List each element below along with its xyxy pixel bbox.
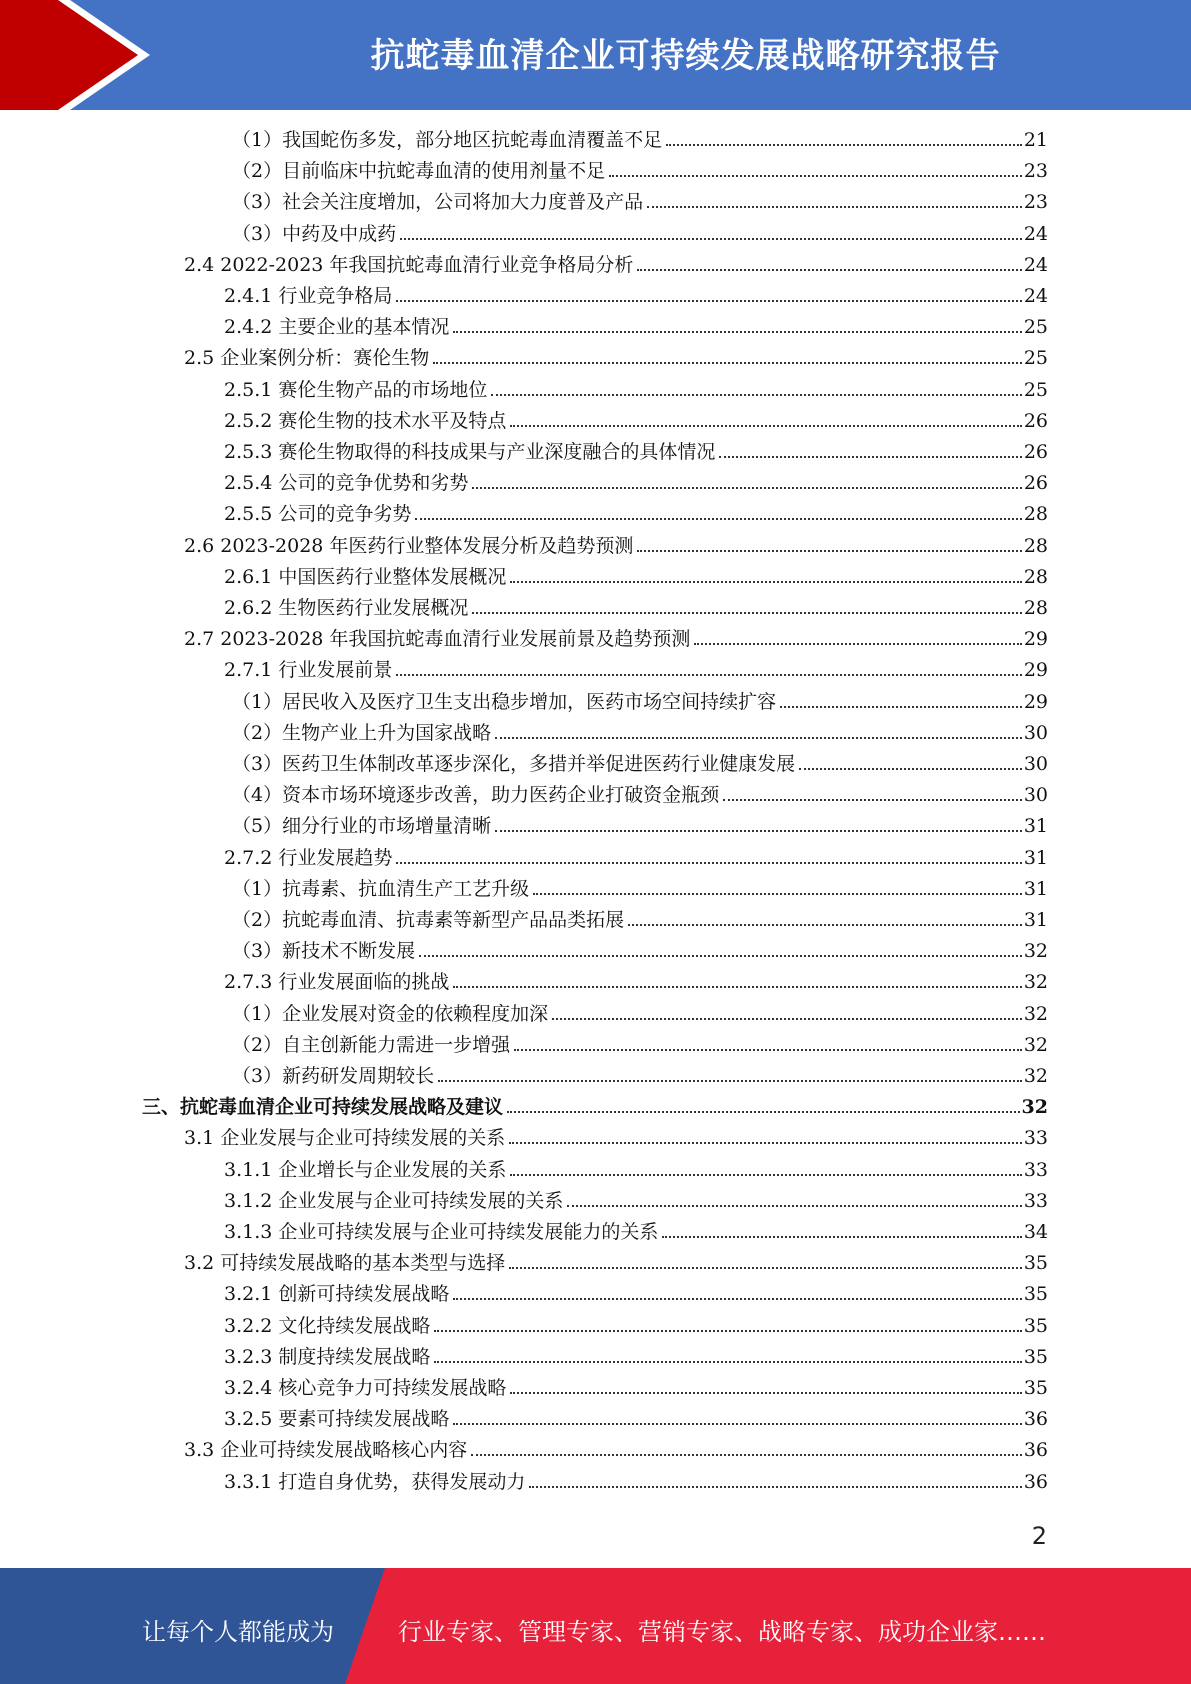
toc-entry-page: 25	[1023, 378, 1048, 401]
toc-leader-dots	[433, 362, 1022, 364]
toc-entry[interactable]	[232, 713, 1048, 744]
toc-leader-dots	[510, 1392, 1021, 1394]
toc-entry-label: 2.5.1 赛伦生物产品的市场地位	[224, 378, 488, 401]
toc-entry[interactable]	[184, 338, 1048, 369]
toc-leader-dots	[510, 425, 1021, 427]
toc-entry-page: 36	[1023, 1470, 1048, 1493]
toc-entry-label: （1）我国蛇伤多发，部分地区抗蛇毒血清覆盖不足	[232, 129, 663, 151]
toc-entry-label: 2.7.1 行业发展前景	[224, 659, 393, 682]
toc-entry[interactable]	[232, 931, 1048, 962]
footer-slogan: 让每个人都能成为	[142, 1618, 334, 1646]
toc-leader-dots	[434, 1330, 1021, 1332]
toc-entry-page: 28	[1023, 503, 1048, 526]
toc-entry-label: 3.1.1 企业增长与企业发展的关系	[224, 1158, 507, 1181]
toc-entry-page: 28	[1023, 565, 1048, 588]
toc-entry-label: 2.4.2 主要企业的基本情况	[224, 316, 450, 339]
toc-entry-label: 三、抗蛇毒血清企业可持续发展战略及建议	[142, 1096, 504, 1119]
toc-entry[interactable]	[232, 869, 1048, 900]
toc-entry[interactable]	[224, 1337, 1048, 1368]
toc-entry-page: 24	[1023, 222, 1048, 245]
toc-entry-label: 2.6.1 中国医药行业整体发展概况	[224, 565, 507, 588]
toc-entry[interactable]	[224, 1462, 1048, 1493]
toc-entry-label: （1）抗毒素、抗血清生产工艺升级	[232, 877, 530, 900]
toc-entry-label: 2.5.4 公司的竞争优势和劣势	[224, 472, 469, 495]
toc-entry[interactable]	[232, 1025, 1048, 1056]
toc-entry-page: 31	[1023, 909, 1048, 931]
toc-leader-dots	[567, 1205, 1021, 1207]
toc-leader-dots	[396, 674, 1021, 676]
toc-leader-dots	[552, 1018, 1022, 1020]
toc-entry[interactable]	[184, 1118, 1048, 1149]
toc-leader-dots	[419, 955, 1022, 957]
toc-entry-page: 30	[1023, 753, 1048, 775]
toc-entry-label: （5）细分行业的市场增量清晰	[232, 815, 492, 838]
toc-entry[interactable]	[224, 1150, 1048, 1181]
toc-entry-page: 30	[1023, 784, 1048, 807]
toc-entry-page: 25	[1023, 316, 1048, 339]
toc-leader-dots	[510, 1174, 1021, 1176]
toc-entry-page: 29	[1023, 690, 1048, 713]
toc-entry-page: 35	[1023, 1377, 1048, 1399]
toc-leader-dots	[495, 830, 1022, 832]
toc-entry-label: （2）自主创新能力需进一步增强	[232, 1033, 511, 1056]
toc-leader-dots	[510, 581, 1021, 583]
toc-entry[interactable]	[232, 900, 1048, 931]
toc-entry-page: 25	[1023, 347, 1048, 370]
toc-entry-label: （2）生物产业上升为国家战略	[232, 721, 492, 744]
toc-entry-label: （3）医药卫生体制改革逐步深化，多措并举促进医药行业健康发展	[232, 753, 796, 775]
toc-leader-dots	[472, 487, 1021, 489]
toc-leader-dots	[495, 737, 1022, 739]
toc-leader-dots	[453, 986, 1021, 988]
toc-entry[interactable]	[184, 1430, 1048, 1461]
toc-entry[interactable]	[184, 526, 1048, 557]
toc-entry-page: 23	[1023, 191, 1048, 214]
toc-entry[interactable]	[224, 494, 1048, 525]
toc-entry[interactable]	[232, 682, 1048, 713]
toc-entry[interactable]	[232, 806, 1048, 837]
toc-leader-dots	[723, 799, 1022, 801]
toc-entry-label: 2.4 2022-2023 年我国抗蛇毒血清行业竞争格局分析	[184, 253, 634, 276]
toc-entry-page: 36	[1023, 1439, 1048, 1462]
toc-entry[interactable]	[184, 245, 1048, 276]
toc-leader-dots	[529, 1486, 1021, 1488]
toc-entry-page: 33	[1023, 1189, 1048, 1212]
toc-entry[interactable]	[224, 1399, 1048, 1430]
toc-entry-page: 32	[1023, 971, 1048, 994]
toc-entry-label: 3.2.4 核心竞争力可持续发展战略	[224, 1377, 507, 1399]
toc-entry[interactable]	[232, 994, 1048, 1025]
toc-entry-page: 23	[1023, 160, 1048, 183]
toc-entry-label: （3）新技术不断发展	[232, 940, 416, 963]
toc-entry-label: 3.1.3 企业可持续发展与企业可持续发展能力的关系	[224, 1221, 659, 1243]
toc-entry-label: 3.3.1 打造自身优势，获得发展动力	[224, 1470, 526, 1493]
toc-entry-page: 35	[1023, 1283, 1048, 1306]
toc-entry-page: 30	[1023, 721, 1048, 744]
toc-entry[interactable]	[232, 182, 1048, 213]
toc-leader-dots	[415, 518, 1021, 520]
toc-entry-label: 3.2.1 创新可持续发展战略	[224, 1283, 450, 1306]
toc-entry-label: 3.2.3 制度持续发展战略	[224, 1345, 431, 1368]
toc-entry[interactable]	[224, 1274, 1048, 1305]
toc-entry-label: 3.1.2 企业发展与企业可持续发展的关系	[224, 1189, 564, 1212]
toc-leader-dots	[647, 206, 1022, 208]
toc-leader-dots	[628, 924, 1022, 926]
toc-leader-dots	[453, 1423, 1021, 1425]
page-number: 2	[1031, 1522, 1047, 1550]
toc-entry-page: 24	[1023, 285, 1048, 307]
toc-entry-page: 24	[1023, 253, 1048, 276]
toc-leader-dots	[453, 1298, 1021, 1300]
toc-entry-label: 3.1 企业发展与企业可持续发展的关系	[184, 1127, 506, 1150]
toc-entry-page: 33	[1023, 1127, 1048, 1150]
toc-entry-page: 21	[1023, 129, 1048, 151]
toc-entry-label: 2.5.5 公司的竞争劣势	[224, 503, 412, 526]
toc-leader-dots	[533, 893, 1022, 895]
toc-entry-label: （1）企业发展对资金的依赖程度加深	[232, 1002, 549, 1025]
toc-entry-label: 2.7.2 行业发展趋势	[224, 846, 393, 869]
toc-entry-page: 31	[1023, 846, 1048, 869]
toc-entry-page: 28	[1023, 534, 1048, 557]
toc-entry-label: （3）社会关注度增加，公司将加大力度普及产品	[232, 191, 644, 214]
toc-entry[interactable]	[224, 557, 1048, 588]
toc-entry-label: （1）居民收入及医疗卫生支出稳步增加，医药市场空间持续扩容	[232, 690, 777, 713]
toc-leader-dots	[491, 394, 1021, 396]
toc-entry-page: 32	[1023, 1065, 1048, 1087]
toc-entry-page: 31	[1023, 815, 1048, 838]
toc-entry-label: （3）中药及中成药	[232, 222, 397, 245]
toc-entry[interactable]	[184, 619, 1048, 650]
toc-entry[interactable]	[224, 838, 1048, 869]
toc-entry-label: 2.5 企业案例分析：赛伦生物	[184, 347, 430, 370]
page-header	[0, 0, 1191, 110]
toc-entry-label: 2.6 2023-2028 年医药行业整体发展分析及趋势预测	[184, 534, 634, 557]
toc-entry-label: （3）新药研发周期较长	[232, 1065, 435, 1087]
toc-entry[interactable]	[224, 1368, 1048, 1399]
toc-leader-dots	[507, 1111, 1020, 1113]
toc-entry-page: 34	[1023, 1221, 1048, 1243]
toc-entry-page: 28	[1023, 597, 1048, 619]
toc-leader-dots	[396, 300, 1021, 302]
toc-entry-page: 29	[1023, 659, 1048, 682]
toc-entry[interactable]	[232, 120, 1048, 151]
toc-entry-page: 35	[1023, 1252, 1048, 1275]
toc-entry-label: 3.3 企业可持续发展战略核心内容	[184, 1439, 468, 1462]
toc-entry-page: 26	[1023, 472, 1048, 495]
toc-entry-page: 35	[1023, 1314, 1048, 1337]
report-title: 抗蛇毒血清企业可持续发展战略研究报告	[370, 36, 1001, 76]
toc-entry-page: 31	[1023, 877, 1048, 900]
toc-entry-label: （2）目前临床中抗蛇毒血清的使用剂量不足	[232, 160, 606, 183]
toc-entry-page: 36	[1023, 1408, 1048, 1431]
toc-entry[interactable]	[224, 1181, 1048, 1212]
toc-entry-page: 33	[1023, 1158, 1048, 1181]
toc-entry-page: 26	[1023, 441, 1048, 463]
toc-entry-page: 35	[1023, 1345, 1048, 1368]
toc-entry[interactable]	[224, 432, 1048, 463]
toc-entry-label: （2）抗蛇毒血清、抗毒素等新型产品品类拓展	[232, 909, 625, 931]
toc-leader-dots	[472, 612, 1021, 614]
toc-leader-dots	[453, 331, 1021, 333]
toc-leader-dots	[438, 1080, 1022, 1082]
toc-entry-label: 3.2.2 文化持续发展战略	[224, 1314, 431, 1337]
toc-leader-dots	[719, 456, 1021, 458]
red-chevron-icon	[0, 0, 160, 110]
toc-entry[interactable]	[232, 775, 1048, 806]
toc-entry[interactable]	[224, 307, 1048, 338]
toc-leader-dots	[400, 238, 1022, 240]
toc-leader-dots	[509, 1267, 1022, 1269]
page-footer	[0, 1568, 1191, 1684]
toc-entry-label: 2.5.2 赛伦生物的技术水平及特点	[224, 409, 507, 432]
toc-entry-label: 2.5.3 赛伦生物取得的科技成果与产业深度融合的具体情况	[224, 441, 716, 463]
toc-entry[interactable]	[224, 650, 1048, 681]
toc-entry-label: 2.7 2023-2028 年我国抗蛇毒血清行业发展前景及趋势预测	[184, 628, 691, 651]
toc-entry[interactable]	[224, 1306, 1048, 1337]
toc-leader-dots	[799, 768, 1022, 770]
toc-entry[interactable]	[232, 214, 1048, 245]
toc-entry[interactable]	[232, 151, 1048, 182]
toc-leader-dots	[662, 1236, 1021, 1238]
toc-leader-dots	[780, 706, 1022, 708]
footer-roles: 行业专家、管理专家、营销专家、战略专家、成功企业家……	[398, 1618, 1046, 1646]
toc-entry[interactable]	[224, 463, 1048, 494]
toc-leader-dots	[609, 175, 1022, 177]
toc-entry-page: 32	[1023, 940, 1048, 963]
toc-leader-dots	[396, 862, 1021, 864]
toc-leader-dots	[694, 643, 1021, 645]
toc-entry[interactable]	[184, 1243, 1048, 1274]
toc-entry-page: 32	[1021, 1096, 1048, 1119]
toc-entry-label: 3.2 可持续发展战略的基本类型与选择	[184, 1252, 506, 1275]
toc-entry-label: （4）资本市场环境逐步改善，助力医药企业打破资金瓶颈	[232, 784, 720, 807]
toc-entry[interactable]	[224, 276, 1048, 307]
toc-entry[interactable]	[224, 1212, 1048, 1243]
toc-leader-dots	[514, 1049, 1022, 1051]
toc-entry[interactable]	[232, 744, 1048, 775]
toc-leader-dots	[434, 1361, 1021, 1363]
toc-entry-label: 2.7.3 行业发展面临的挑战	[224, 971, 450, 994]
toc-entry[interactable]	[224, 588, 1048, 619]
toc-leader-dots	[509, 1142, 1022, 1144]
toc-entry-label: 3.2.5 要素可持续发展战略	[224, 1408, 450, 1431]
toc-leader-dots	[666, 144, 1022, 146]
toc-entry[interactable]	[224, 962, 1048, 993]
toc-entry-page: 29	[1023, 628, 1048, 651]
toc-entry-page: 32	[1023, 1002, 1048, 1025]
toc-leader-dots	[637, 550, 1021, 552]
toc-entry-page: 26	[1023, 409, 1048, 432]
toc-entry-label: 2.6.2 生物医药行业发展概况	[224, 597, 469, 619]
toc-entry[interactable]	[142, 1087, 1048, 1118]
toc-leader-dots	[637, 269, 1021, 271]
toc-entry[interactable]	[224, 401, 1048, 432]
toc-entry-page: 32	[1023, 1033, 1048, 1056]
toc-entry[interactable]	[224, 370, 1048, 401]
toc-leader-dots	[471, 1454, 1022, 1456]
toc-entry-label: 2.4.1 行业竞争格局	[224, 285, 393, 307]
toc-entry[interactable]	[232, 1056, 1048, 1087]
